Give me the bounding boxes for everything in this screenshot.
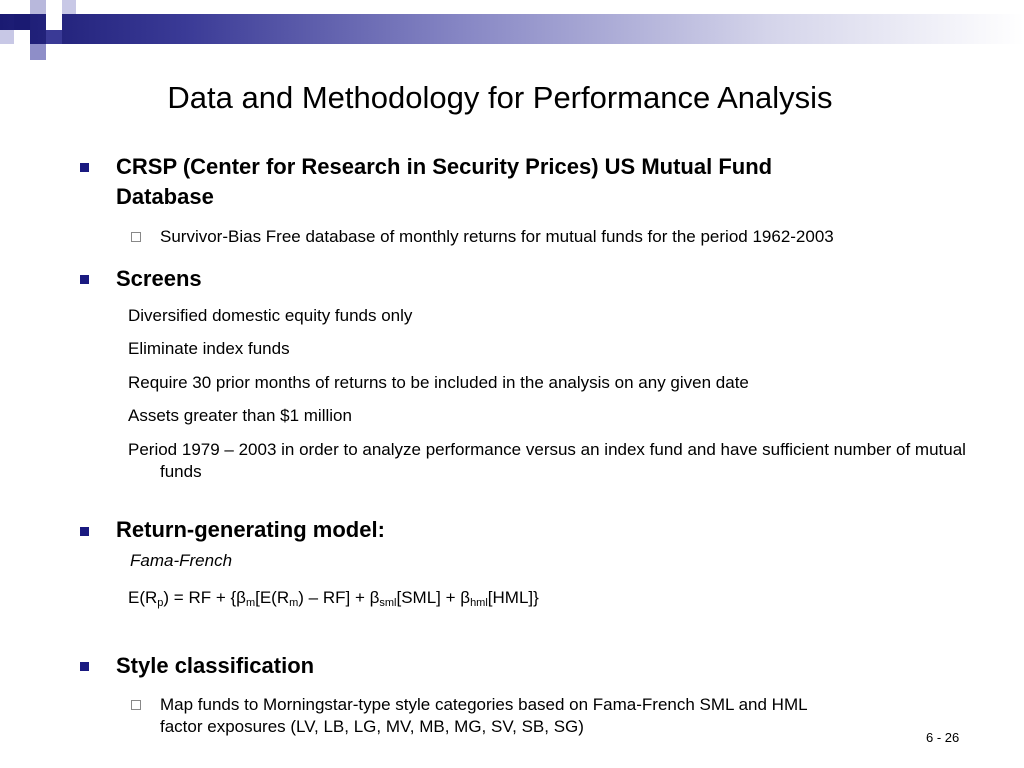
screen-item: Eliminate index funds bbox=[128, 339, 290, 358]
screen-item: Require 30 prior months of returns to be included in the analysis on any given date bbox=[128, 373, 749, 392]
slide-title: Data and Methodology for Performance Analysis bbox=[167, 80, 833, 115]
section-heading-crsp bbox=[116, 152, 772, 212]
screen-item: Diversified domestic equity funds only bbox=[128, 306, 413, 325]
hollow-bullet-icon bbox=[131, 232, 141, 242]
screen-item: Period 1979 – 2003 in order to analyze performance versus an index fund and have sufficient number of mutual funds bbox=[128, 440, 966, 481]
section-heading-screens: Screens bbox=[116, 266, 202, 291]
heading-line: CRSP (Center for Research in Security Prices) US Mutual Fund bbox=[116, 154, 773, 179]
sub-item: Survivor-Bias Free database of monthly returns for mutual funds for the period 1962-2003 bbox=[160, 227, 834, 246]
bullet-square-icon bbox=[80, 163, 89, 172]
page-number: 6 - 26 bbox=[926, 730, 960, 745]
bullet-square-icon bbox=[80, 527, 89, 536]
sub-item bbox=[160, 694, 808, 738]
sub-item-line: Map funds to Morningstar-type style categories based on Fama-French SML and HML bbox=[160, 695, 808, 714]
section-heading-style: Style classification bbox=[116, 653, 315, 678]
screen-item: Assets greater than $1 million bbox=[128, 406, 352, 425]
heading-line: Database bbox=[116, 184, 214, 209]
sub-item-line: factor exposures (LV, LB, LG, MV, MB, MG, SV, SB, SG) bbox=[160, 717, 584, 736]
section-heading-model: Return-generating model: bbox=[116, 517, 385, 542]
model-formula: $E(R_p)$ = RF + $\{\beta_m[E(R_m) - RF] + \beta_{sml}[SML] + \beta_{hml}[HML]\}$ bbox=[128, 588, 539, 609]
bullet-square-icon bbox=[80, 662, 89, 671]
bullet-square-icon bbox=[80, 275, 89, 284]
model-name: Fama-French bbox=[130, 551, 233, 570]
hollow-bullet-icon bbox=[131, 700, 141, 710]
